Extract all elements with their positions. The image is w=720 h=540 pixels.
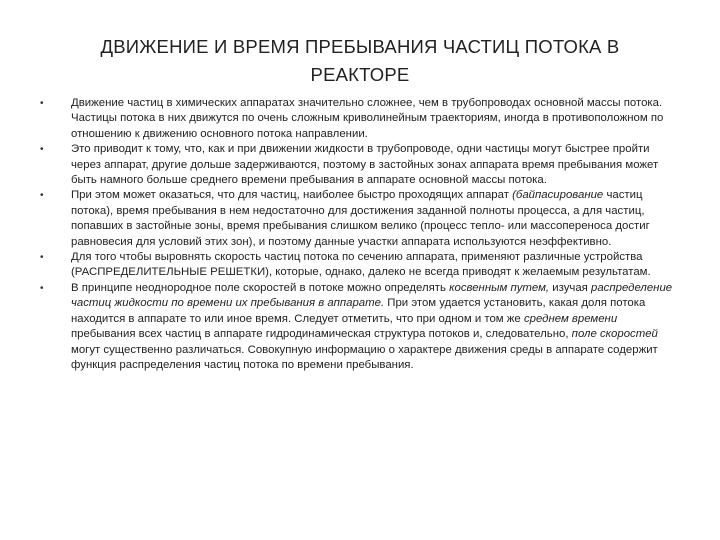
- bullet-emphasis: (байпасирование: [512, 189, 604, 202]
- bullet-text: пребывания всех частиц в аппарате гидродинамическая структура потоков и, следовательно,: [71, 328, 572, 341]
- bullet-text: При этом удается установить, какая доля потока находится в аппарате то или иное время. Следует отметить, что при одном и том же: [71, 297, 646, 325]
- bullet-text: Для того чтобы выровнять скорость частиц потока по сечению аппарата, применяют различные устройства (РАСПРЕДЕЛИТЕЛЬНЫЕ РЕШЕТКИ), которые, однако, далеко не всегда приводят к желаемым результатам.: [71, 251, 651, 279]
- bullet-emphasis: косвенным путем,: [449, 281, 550, 294]
- bullet-item-1: [40, 96, 680, 142]
- bullet-text: При этом может оказаться, что для частиц, наиболее быстро проходящих аппарат: [71, 189, 513, 202]
- bullet-dot-icon: •: [40, 190, 44, 202]
- bullet-item-5: [40, 281, 680, 373]
- bullet-text: Это приводит к тому, что, как и при движении жидкости в трубопроводе, одни частицы могут быстрее пройти через аппарат, другие дольше задерживаются, поэтому в застойных зонах аппарата время пребывания может быть намного больше среднего времени пребывания в аппарате основной массы потока.: [71, 143, 659, 187]
- bullet-list: [40, 96, 680, 373]
- bullet-dot-icon: •: [40, 252, 44, 264]
- bullet-text: могут существенно различаться. Совокупную информацию о характере движения среды в аппарате содержит функция распределения частиц потока по времени пребывания.: [71, 343, 658, 371]
- bullet-text: В принципе неоднородное поле скоростей в потоке можно определять: [71, 281, 450, 294]
- slide-title: ДВИЖЕНИЕ И ВРЕМЯ ПРЕБЫВАНИЯ ЧАСТИЦ ПОТОКА В РЕАКТОРЕ: [100, 36, 620, 85]
- bullet-emphasis: среднем времени: [523, 312, 618, 325]
- bullet-text: Движение частиц в химических аппаратах значительно сложнее, чем в трубопроводах основной массы потока. Частицы потока в них движутся по очень сложным криволинейным траекториям, иногда в противоположном по отношению к движению основного потока направлении.: [71, 97, 664, 140]
- bullet-dot-icon: •: [40, 98, 44, 109]
- bullet-text: частиц потока), время пребывания в нем недостаточно для достижения заданной полноты процесса, а для частиц, попавших в застойные зоны, время пребывания слишком велико (процесс тепло- или массопереноса достиг равновесия для условий этих зон), и поэтому данные участки аппарата используются неэффективно.: [71, 189, 650, 248]
- bullet-item-3: [40, 188, 680, 250]
- bullet-text: изучая: [549, 281, 591, 294]
- bullet-dot-icon: •: [40, 282, 44, 294]
- bullet-item-4: [40, 250, 680, 281]
- bullet-emphasis: распределение частиц жидкости по времени их пребывания в аппарате.: [71, 281, 673, 310]
- bullet-item-2: [40, 142, 680, 188]
- bullet-dot-icon: •: [40, 144, 44, 156]
- bullet-emphasis: поле скоростей: [571, 328, 658, 341]
